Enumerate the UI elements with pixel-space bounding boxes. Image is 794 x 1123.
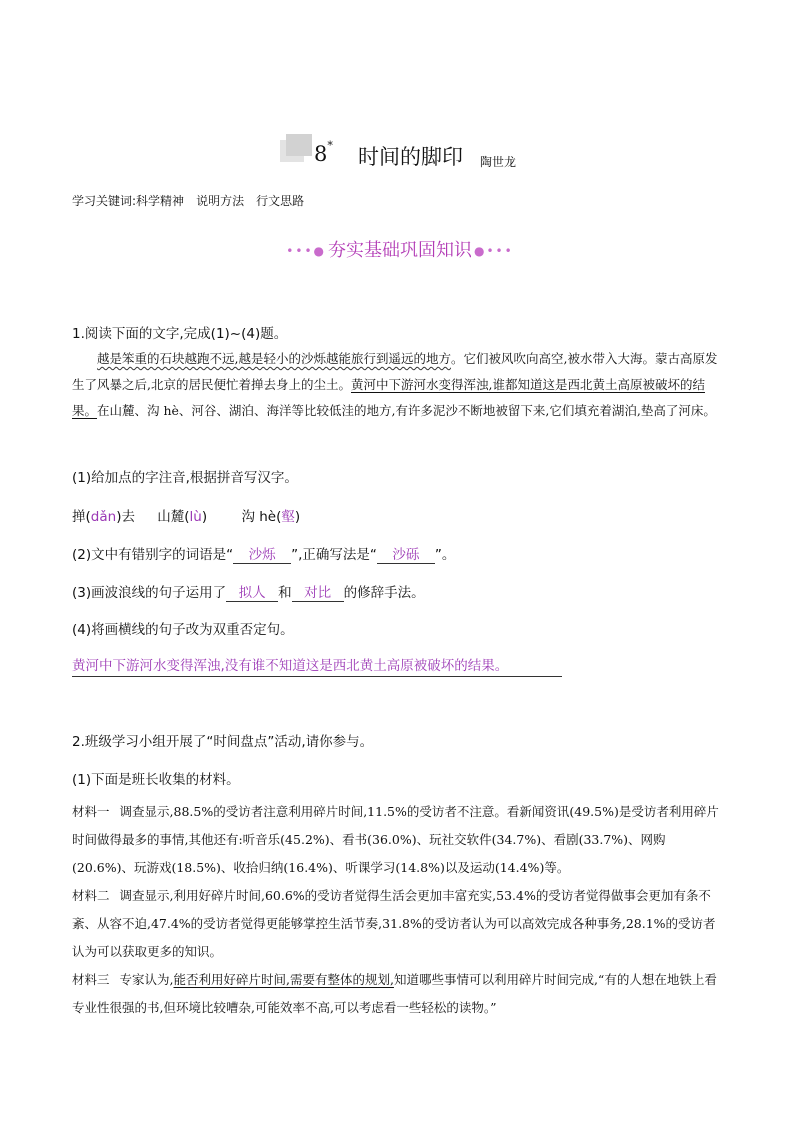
lesson-star: * bbox=[327, 139, 333, 152]
material-underline-text: 能否利用好碎片时间,需要有整体的规划, bbox=[173, 972, 394, 987]
answer-wrong-word: 沙烁 bbox=[233, 543, 291, 564]
material-1 bbox=[72, 798, 726, 882]
lesson-author: 陶世龙 bbox=[480, 155, 517, 169]
material-2 bbox=[72, 882, 726, 966]
material-text: 专家认为, bbox=[119, 972, 174, 987]
keyword-item: 说明方法 bbox=[196, 194, 245, 208]
section-header bbox=[260, 236, 540, 264]
q1-sub4-answer: 黄河中下游河水变得浑浊,没有谁不知道这是西北黄土高原被破坏的结果。 bbox=[72, 654, 562, 677]
lesson-title: 时间的脚印 bbox=[358, 145, 463, 169]
material-label: 材料二 bbox=[72, 888, 110, 903]
q1-sub1-items bbox=[72, 505, 300, 525]
passage-text: 。它们被风吹向高空,被水带入大海。蒙古高原发生了风暴之后,北京的居民便忙着掸去身上的尘土。 bbox=[72, 351, 718, 392]
keyword-item: 行文思路 bbox=[256, 194, 305, 208]
keyword-item: 科学精神 bbox=[136, 194, 185, 208]
answer-rhetoric-1: 拟人 bbox=[226, 581, 278, 602]
section-title: 夯实基础巩固知识 bbox=[328, 240, 472, 261]
answer-pinyin: lù bbox=[189, 509, 202, 525]
passage-underline-sentence: 黄河中下游河水变得浑浊,谁都知道这是西北黄土高原被破坏的结果。 bbox=[72, 377, 705, 418]
pinyin-item: 沟 hè(壑) bbox=[241, 509, 301, 525]
passage-text: 在山麓、沟 hè、河谷、湖泊、海洋等比较低洼的地方,有许多泥沙不断地被留下来,它们填充着湖泊,垫高了河床。 bbox=[97, 403, 716, 418]
keywords-line bbox=[72, 192, 316, 209]
dots-decoration: ●••• bbox=[474, 244, 514, 258]
material-text: 调查显示,利用好碎片时间,60.6%的受访者觉得生活会更加丰富充实,53.4%的受访者觉得做事会更加有条不紊、从容不迫,47.4%的受访者觉得更能够掌控生活节奏,31.8%的受访者认为可以高效完成各种事务,28.1%的受访者认为可以获取更多的知识。 bbox=[72, 888, 716, 959]
dots-decoration: •••● bbox=[286, 244, 326, 258]
material-label: 材料三 bbox=[72, 972, 110, 987]
material-text: 调查显示,88.5%的受访者注意利用碎片时间,11.5%的受访者不注意。看新闻资讯(49.5%)是受访者利用碎片时间做得最多的事情,其他还有:听音乐(45.2%)、看书(36.0%)、玩社交软件(34.7%)、看剧(33.7%)、网购(20.6%)、玩游戏(18.5%)、收拾归纳(16.4%)、听课学习(14.8%)以及运动(14.4%)等。 bbox=[72, 804, 719, 875]
q1-sub1-prompt: (1)给加点的字注音,根据拼音写汉字。 bbox=[72, 470, 298, 486]
q1-sub2: (2)文中有错别字的词语是“ 沙烁 ”,正确写法是“ 沙砾 ”。 bbox=[72, 543, 455, 564]
material-label: 材料一 bbox=[72, 804, 110, 819]
q2-sub1: (1)下面是班长收集的材料。 bbox=[72, 772, 240, 788]
lesson-title-block bbox=[280, 134, 580, 170]
keywords-label: 学习关键词: bbox=[72, 194, 137, 208]
pinyin-item: 掸(dǎn)去 bbox=[72, 509, 135, 525]
answer-rhetoric-2: 对比 bbox=[292, 581, 344, 602]
q1-sub4-prompt: (4)将画横线的句子改为双重否定句。 bbox=[72, 622, 294, 638]
q2-stem: 2.班级学习小组开展了“时间盘点”活动,请你参与。 bbox=[72, 734, 374, 750]
answer-correct-word: 沙砾 bbox=[377, 543, 435, 564]
q1-passage bbox=[72, 346, 726, 424]
passage-wave-sentence: 越是笨重的石块越跑不远,越是轻小的沙烁越能旅行到遥远的地方 bbox=[97, 351, 451, 366]
material-3 bbox=[72, 966, 726, 1022]
material-text: 知道哪些事情可以利用碎片时间完成,“有的人想在地铁上看专业性很强的书,但环境比较嘈杂,可能效率不高,可以考虑看一些轻松的读物。” bbox=[72, 972, 717, 1015]
answer-character: 壑 bbox=[281, 509, 295, 525]
pinyin-item: 山麓(lù) bbox=[157, 509, 208, 525]
answer-pinyin: dǎn bbox=[90, 509, 117, 525]
q1-sub3: (3)画波浪线的句子运用了 拟人 和 对比 的修辞手法。 bbox=[72, 581, 425, 602]
title-decoration bbox=[286, 134, 312, 156]
lesson-number: 8* bbox=[314, 139, 333, 166]
q1-stem: 1.阅读下面的文字,完成(1)~(4)题。 bbox=[72, 326, 288, 342]
